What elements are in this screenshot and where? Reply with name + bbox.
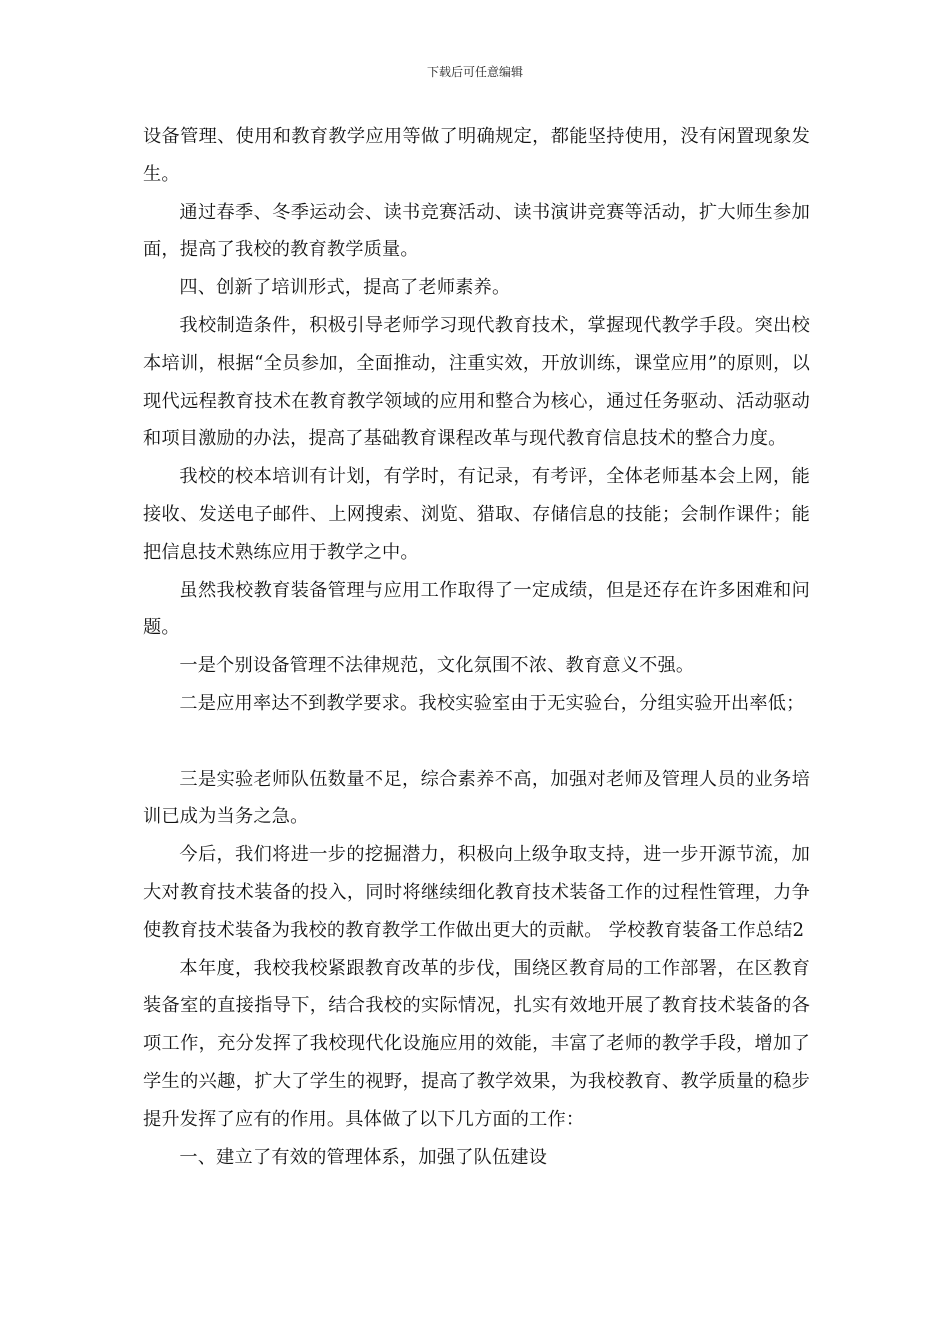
document-body — [143, 118, 810, 1176]
paragraph: 三是实验老师队伍数量不足，综合素养不高，加强对老师及管理人员的业务培训已成为当务之急。 — [143, 768, 810, 828]
paragraph: 二是应用率达不到教学要求。我校实验室由于无实验台，分组实验开出率低； — [179, 692, 805, 714]
paragraph-continuation: 设备管理、使用和教育教学应用等做了明确规定，都能坚持使用，没有闲置现象发生。 — [143, 126, 810, 185]
page-header: 下载后可任意编辑 — [426, 65, 523, 79]
paragraph: 我校制造条件，积极引导老师学习现代教育技术，掌握现代教学手段。突出校本培训，根据“全员参加，全面推动，注重实效，开放训练，课堂应用”的原则，以现代远程教育技术在教育教学领域的应用和整合为核心，通过任务驱动、活动驱动和项目激励的办法，提高了基础教育课程改革与现代教育信息技术的整合力度。 — [143, 314, 810, 450]
paragraph: 通过春季、冬季运动会、读书竞赛活动、读书演讲竞赛等活动，扩大师生参加面，提高了我校的教育教学质量。 — [143, 201, 810, 261]
paragraph: 一是个别设备管理不法律规范，文化氛围不浓、教育意义不强。 — [179, 655, 695, 677]
paragraph: 虽然我校教育装备管理与应用工作取得了一定成绩，但是还存在许多困难和问题。 — [143, 579, 810, 639]
paragraph: 本年度，我校我校紧跟教育改革的步伐，围绕区教育局的工作部署，在区教育装备室的直接指导下，结合我校的实际情况，扎实有效地开展了教育技术装备的各项工作，充分发挥了我校现代化设施应用的效能，丰富了老师的教学手段，增加了学生的兴趣，扩大了学生的视野，提高了教学效果，为我校教育、教学质量的稳步提升发挥了应有的作用。具体做了以下几方面的工作： — [143, 957, 810, 1130]
paragraph: 今后，我们将进一步的挖掘潜力，积极向上级争取支持，进一步开源节流，加大对教育技术装备的投入，同时将继续细化教育技术装备工作的过程性管理，力争使教育技术装备为我校的教育教学工作做出更大的贡献。 学校教育装备工作总结2 — [143, 844, 810, 941]
paragraph: 我校的校本培训有计划，有学时，有记录，有考评，全体老师基本会上网，能接收、发送电子邮件、上网搜索、浏览、猎取、存储信息的技能；会制作课件；能把信息技术熟练应用于教学之中。 — [143, 466, 810, 563]
section-heading: 一、建立了有效的管理体系，加强了队伍建设 — [179, 1146, 548, 1168]
blank-line — [143, 723, 810, 761]
section-heading: 四、创新了培训形式，提高了老师素养。 — [179, 277, 511, 299]
